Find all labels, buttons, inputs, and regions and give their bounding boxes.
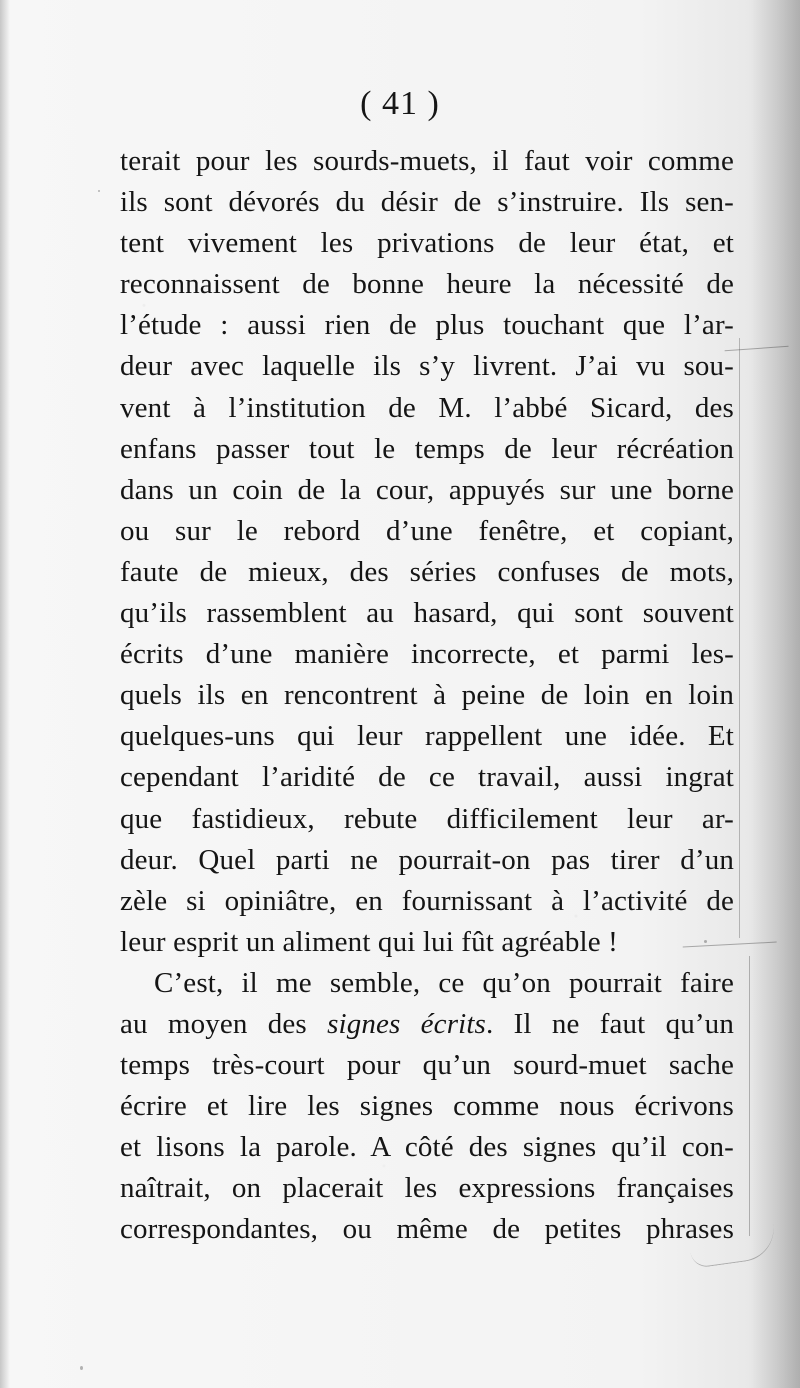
text-segment: au moyen des [120,1007,328,1040]
text-line: l’étude : aussi rien de plus touchant que l’ar- [120,309,734,342]
paper-speck [704,940,707,943]
text-line: que fastidieux, rebute difficilement leur ar- [120,802,734,835]
text-line: deur avec laquelle ils s’y livrent. J’ai vu sou- [120,350,734,383]
text-line: écrits d’une manière incorrecte, et parmi les- [120,638,734,671]
text-line: temps très-court pour qu’un sourd-muet sache [120,1049,734,1082]
text-line: enfans passer tout le temps de leur récréation [120,432,734,465]
mixed-style-text-line [120,1004,734,1045]
italic-text-segment: signes écrits [327,1007,486,1040]
page-left-edge-shadow [0,0,10,1388]
page-right-edge-shadow [748,0,800,1388]
body-text [120,141,734,1251]
text-line: quelques-uns qui leur rappellent une idée. Et [120,720,734,753]
text-line: vent à l’institution de M. l’abbé Sicard, des [120,391,734,424]
text-line: ils sont dévorés du désir de s’instruire. Ils sen- [120,186,734,219]
text-line: reconnaissent de bonne heure la nécessité de [120,268,734,301]
text-line: qu’ils rassemblent au hasard, qui sont souvent [120,597,734,630]
pencil-margin-line [739,338,742,938]
text-line: et lisons la parole. A côté des signes qu’il con- [120,1131,734,1164]
text-segment: . Il ne faut qu’un [486,1007,734,1040]
text-line: écrire et lire les signes comme nous écrivons [120,1090,734,1123]
paper-speck [98,190,100,192]
text-line: dans un coin de la cour, appuyés sur une borne [120,473,734,506]
text-line: faute de mieux, des séries confuses de mots, [120,555,734,588]
text-line: correspondantes, ou même de petites phrases [120,1213,734,1246]
text-line: terait pour les sourds-muets, il faut voir comme [120,145,734,177]
text-line: tent vivement les privations de leur état, et [120,227,734,260]
text-line: cependant l’aridité de ce travail, aussi ingrat [120,761,734,794]
paragraph-start-line: C’est, il me semble, ce qu’on pourrait faire [154,966,734,999]
text-line: naîtrait, on placerait les expressions françaises [120,1172,734,1205]
text-line: leur esprit un aliment qui lui fût agréable ! [120,925,618,958]
text-line: quels ils en rencontrent à peine de loin en loin [120,679,734,712]
text-line: deur. Quel parti ne pourrait-on pas tirer d’un [120,843,734,876]
page-number: ( 41 ) [360,85,440,122]
paper-speck [80,1366,83,1370]
text-line: zèle si opiniâtre, en fournissant à l’activité de [120,884,734,917]
text-line: ou sur le rebord d’une fenêtre, et copiant, [120,514,734,547]
